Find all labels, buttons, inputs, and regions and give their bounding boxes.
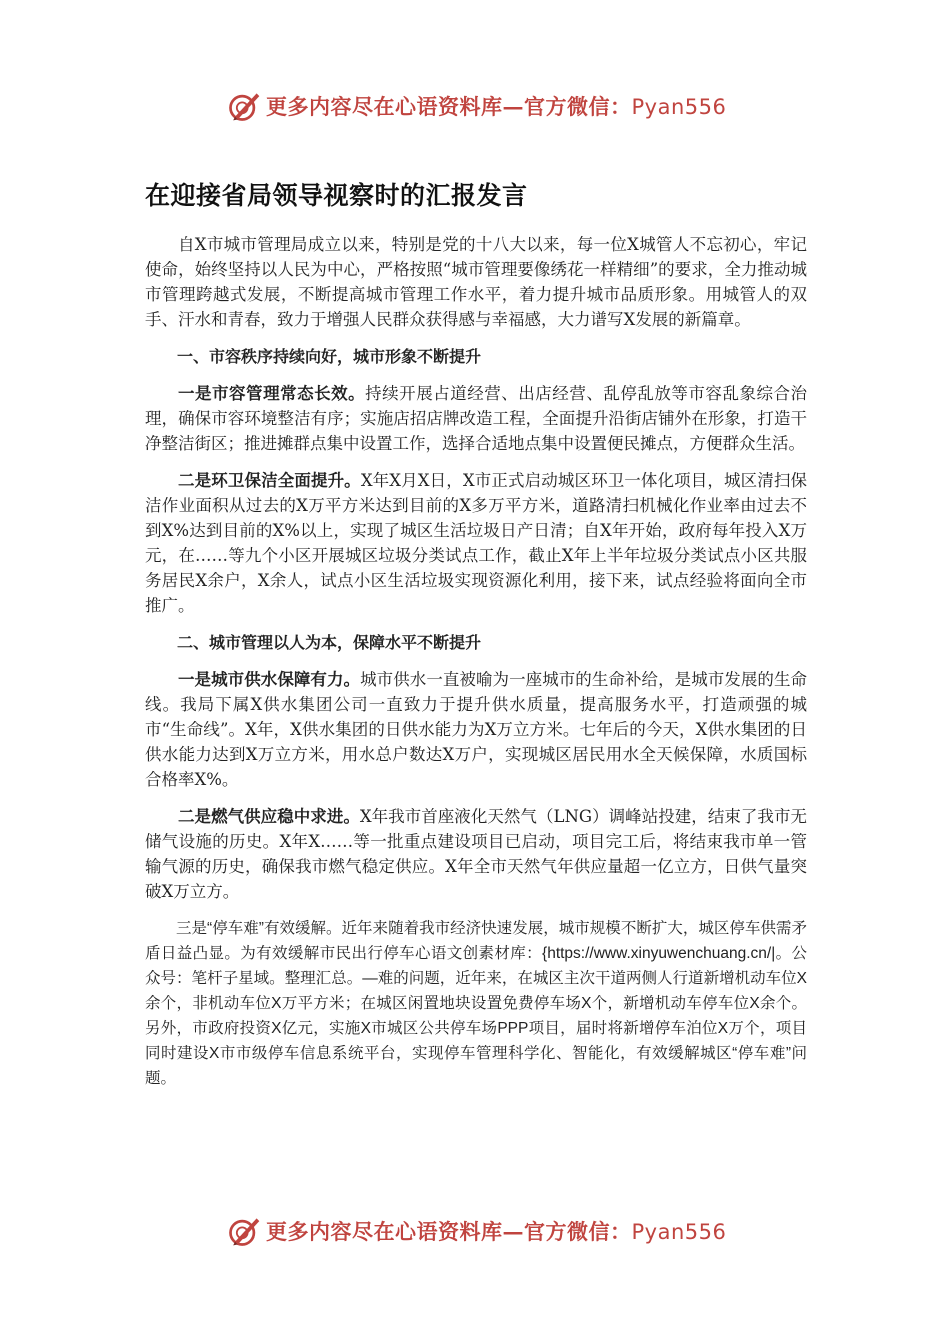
watermark-text: 更多内容尽在心语资料库—官方微信：Pyan556 [266,94,727,119]
paragraph-lead: 二是环卫保洁全面提升。 [178,471,361,490]
section-2-paragraph-2 [145,804,807,904]
watermark-text: 更多内容尽在心语资料库—官方微信：Pyan556 [266,1219,727,1244]
wechat-id: Pyan556 [631,1220,727,1244]
paragraph-body: X年我市首座液化天然气（LNG）调峰站投建，结束了我市无储气设施的历史。X年X……等一批重点建设项目已启动，项目完工后，将结束我市单一管输气源的历史，确保我市燃气稳定供应。X年全市天然气年供应量超一亿立方，日供气量突破X万立方。 [145,807,807,901]
pen-logo-icon [226,1213,262,1249]
section-1-paragraph-2 [145,468,807,618]
section-2-heading: 二、城市管理以人为本，保障水平不断提升 [177,633,482,652]
wechat-id: Pyan556 [631,95,727,119]
paragraph-body: X年X月X日，X市正式启动城区环卫一体化项目，城区清扫保洁作业面积从过去的X万平方米达到目前的X多万平方米，道路清扫机械化作业率由过去不到X%达到目前的X%以上，实现了城区生活垃圾日产日清；自X年开始，政府每年投入X万元，在……等九个小区开展城区垃圾分类试点工作，截止X年上半年垃圾分类试点小区共服务居民X余户，X余人，试点小区生活垃圾实现资源化利用，接下来，试点经验将面向全市推广。 [145,471,807,615]
paragraph-lead: 二是燃气供应稳中求进。 [178,807,360,826]
intro-paragraph: 自X市城市管理局成立以来，特别是党的十八大以来，每一位X城管人不忘初心，牢记使命，始终坚持以人民为中心，严格按照“城市管理要像绣花一样精细”的要求，全力推动城市管理跨越式发展，不断提高城市管理工作水平，着力提升城市品质形象。用城管人的双手、汗水和青春，致力于增强人民群众获得感与幸福感，大力谱写X发展的新篇章。 [145,235,807,329]
paragraph-lead: 一是市容管理常态长效。 [178,384,366,403]
watermark-banner-bottom [0,1211,950,1251]
section-1-heading: 一、市容秩序持续向好，城市形象不断提升 [177,347,482,366]
paragraph-body: 城市供水一直被喻为一座城市的生命补给，是城市发展的生命线。我局下属X供水集团公司一直致力于提升供水质量，提高服务水平，打造顽强的城市“生命线”。X年，X供水集团的日供水能力为X万立方米。七年后的今天，X供水集团的日供水能力达到X万立方米，用水总户数达X万户，实现城区居民用水全天候保障，水质国标合格率X%。 [145,670,808,789]
pen-logo-icon [226,88,262,124]
section-2-paragraph-1 [145,667,807,792]
watermark-inner [226,86,726,126]
document-body [145,232,807,1091]
watermark-inner [226,1211,726,1251]
paragraph-lead: 一是城市供水保障有力。 [178,670,361,689]
watermark-banner-top [0,86,950,126]
section-1-paragraph-1 [145,381,807,456]
document-title: 在迎接省局领导视察时的汇报发言 [145,181,528,210]
paragraph-body: 持续开展占道经营、出店经营、乱停乱放等市容乱象综合治理，确保市容环境整洁有序；实施店招店牌改造工程，全面提升沿街店铺外在形象，打造干净整洁街区；推进摊群点集中设置工作，选择合适地点集中设置便民摊点，方便群众生活。 [145,384,808,453]
section-2-paragraph-3: 三是“停车难”有效缓解。近年来随着我市经济快速发展，城市规模不断扩大，城区停车供需矛盾日益凸显。为有效缓解市民出行停车心语文创素材库：{https://www.xinyuwenchuang.cn/|。公众号：笔杆子星域。整理汇总。—难的问题，近年来，在城区主次干道两侧人行道新增机动车位X余个，非机动车位X万平方米；在城区闲置地块设置免费停车场X个，新增机动车停车位X余个。另外，市政府投资X亿元，实施X市城区公共停车场PPP项目，届时将新增停车泊位X万个，项目同时建设X市市级停车信息系统平台，实现停车管理科学化、智能化，有效缓解城区“停车难”问题。 [145,920,807,1087]
